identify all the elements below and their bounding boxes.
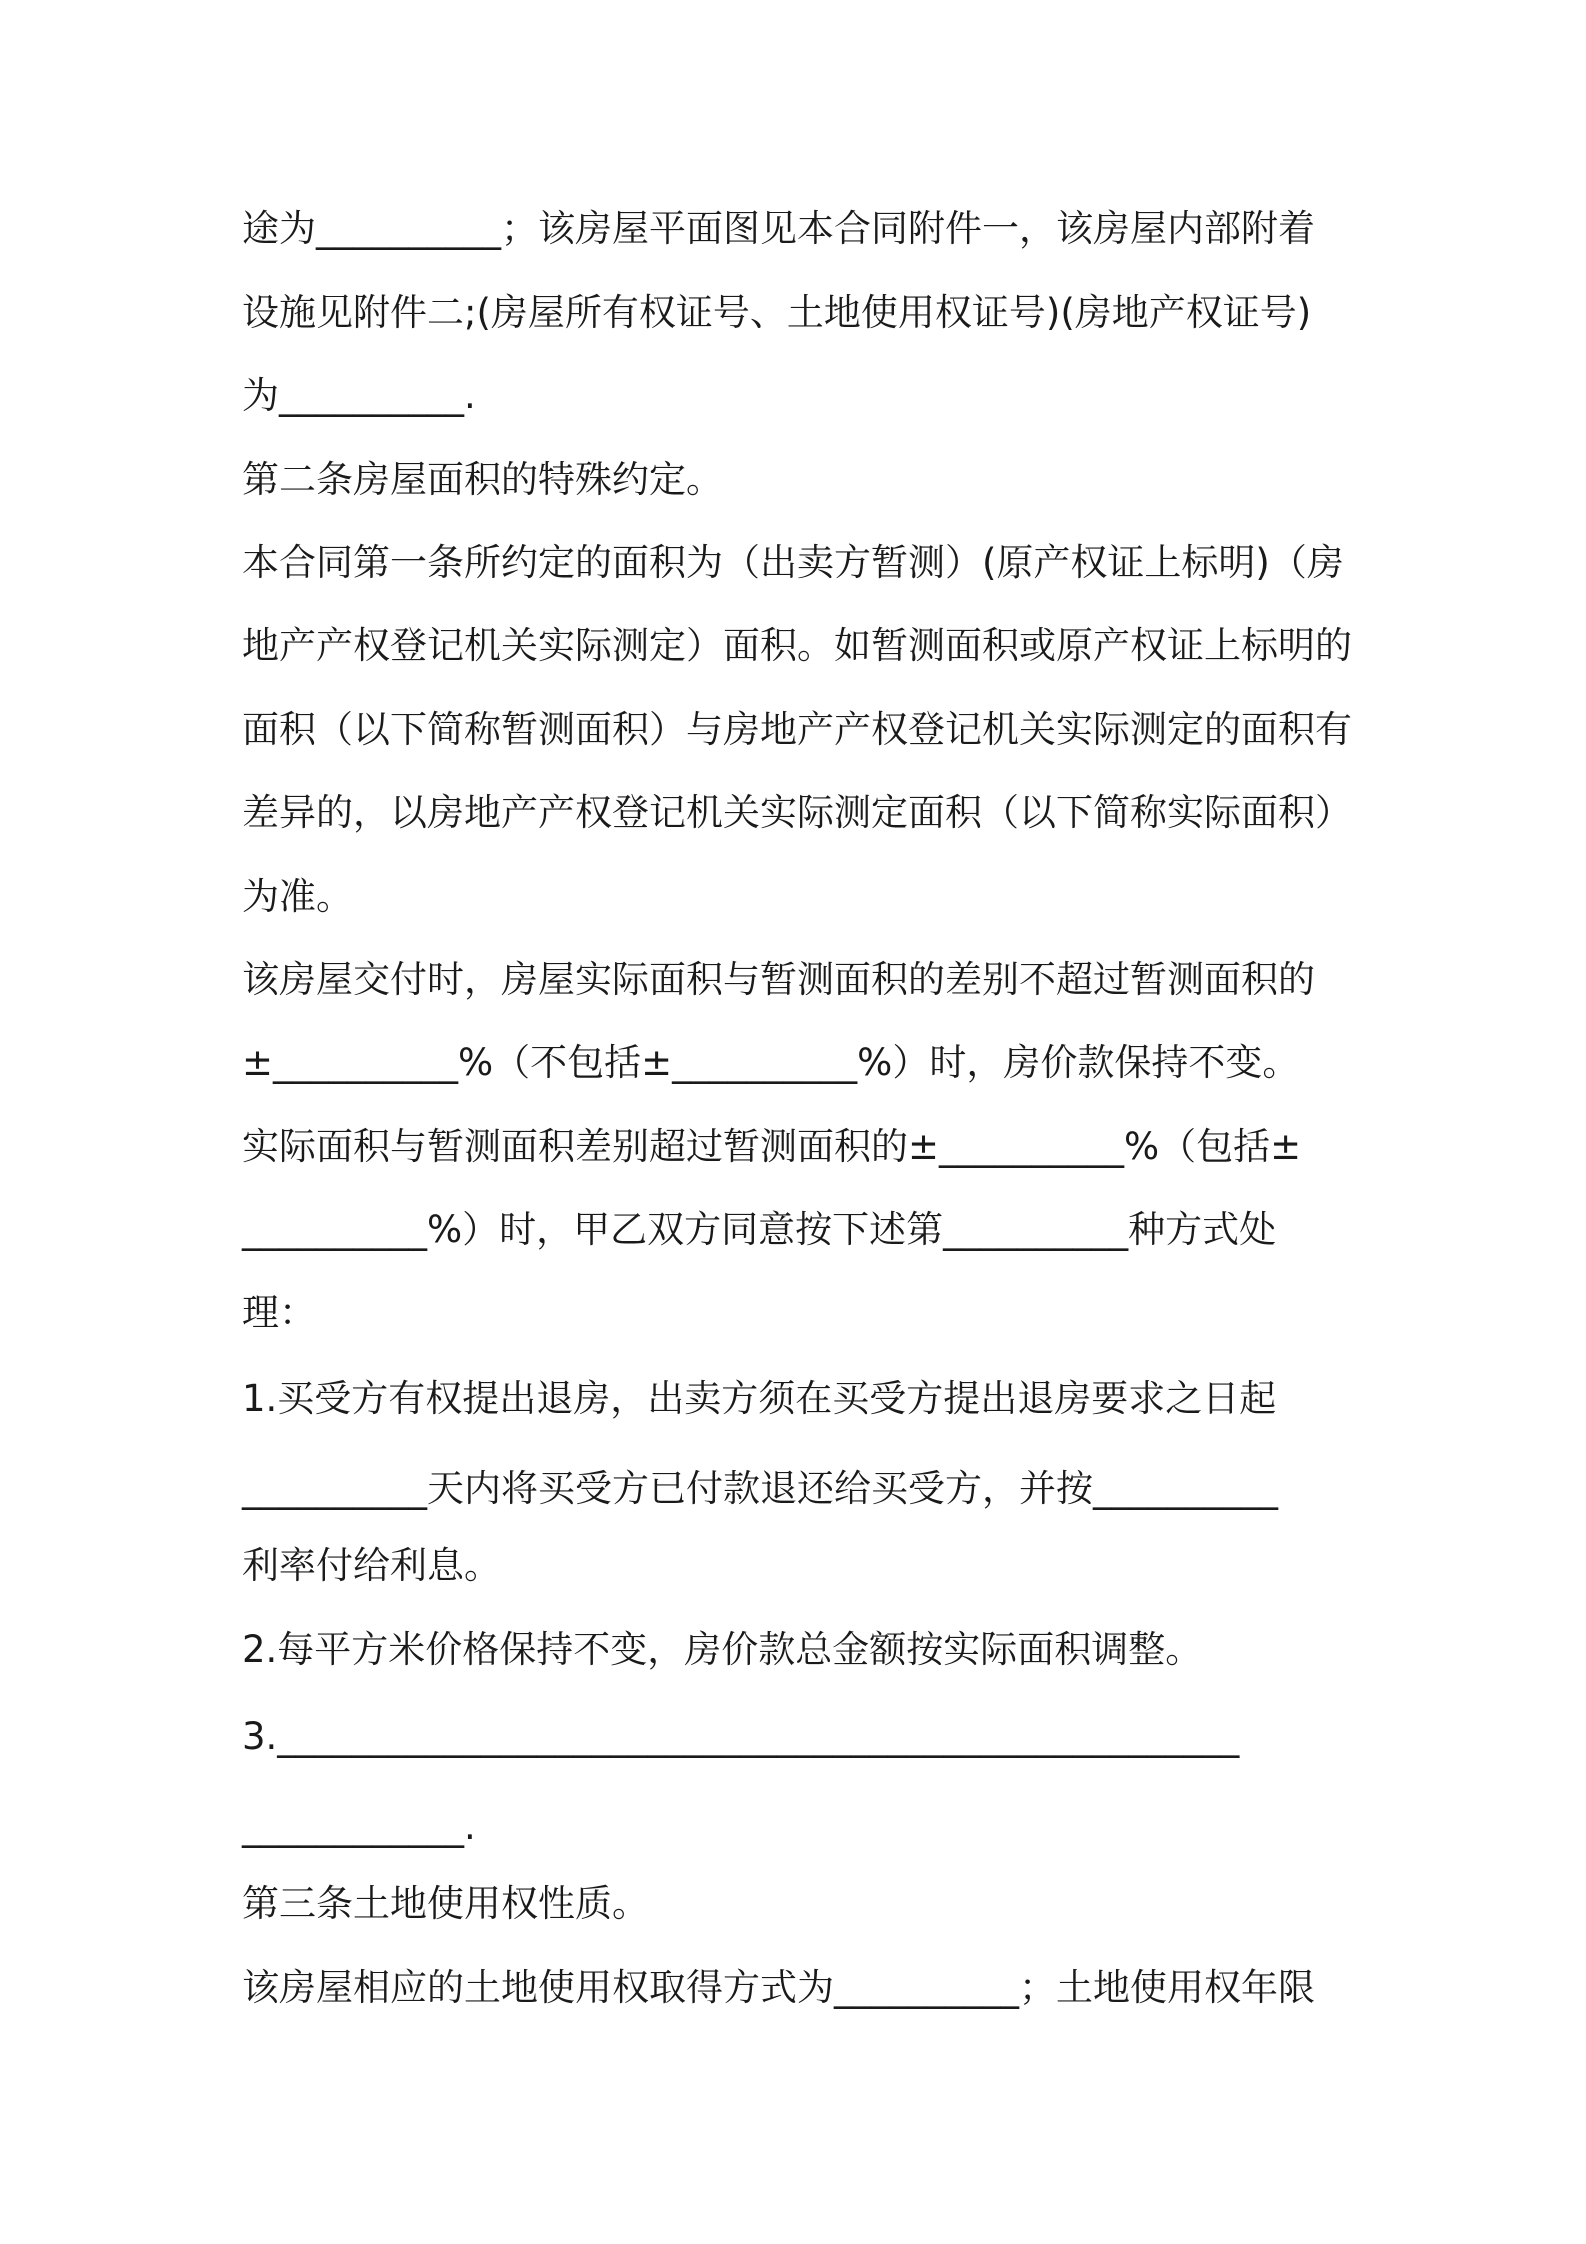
section-heading: 第二条房屋面积的特殊约定。 [242, 458, 723, 501]
text-line: 为准。 [242, 875, 353, 918]
text-line: 面积（以下简称暂测面积）与房地产产权登记机关实际测定的面积有 [242, 708, 1352, 751]
text-line: 地产产权登记机关实际测定）面积。如暂测面积或原产权证上标明的 [242, 624, 1352, 667]
section-heading: 第三条土地使用权性质。 [242, 1882, 649, 1925]
text-line: 途为__________；该房屋平面图见本合同附件一，该房屋内部附着 [242, 207, 1315, 250]
text-line: 该房屋相应的土地使用权取得方式为__________；土地使用权年限 [242, 1966, 1315, 2009]
text-line: 差异的，以房地产产权登记机关实际测定面积（以下简称实际面积） [242, 791, 1352, 834]
text-line: 设施见附件二;(房屋所有权证号、土地使用权证号)(房地产权证号) [242, 291, 1312, 334]
list-item: 3.____________________________________________________ [242, 1715, 1240, 1758]
text-line: ±__________%（不包括±__________%）时，房价款保持不变。 [242, 1041, 1300, 1084]
text-line: 理： [242, 1291, 316, 1334]
list-item: 1.买受方有权提出退房，出卖方须在买受方提出退房要求之日起 [242, 1377, 1277, 1420]
text-line: 该房屋交付时，房屋实际面积与暂测面积的差别不超过暂测面积的 [242, 958, 1315, 1001]
text-line: ____________. [242, 1805, 476, 1848]
text-line: __________%）时，甲乙双方同意按下述第__________种方式处 [242, 1208, 1277, 1251]
text-line: 本合同第一条所约定的面积为（出卖方暂测）(原产权证上标明)（房 [242, 541, 1344, 584]
text-line: 为__________. [242, 374, 476, 417]
text-line: __________天内将买受方已付款退还给买受方，并按__________ [242, 1467, 1278, 1510]
text-line: 实际面积与暂测面积差别超过暂测面积的±__________%（包括± [242, 1125, 1302, 1168]
list-item: 2.每平方米价格保持不变，房价款总金额按实际面积调整。 [242, 1628, 1203, 1671]
text-line: 利率付给利息。 [242, 1544, 501, 1587]
